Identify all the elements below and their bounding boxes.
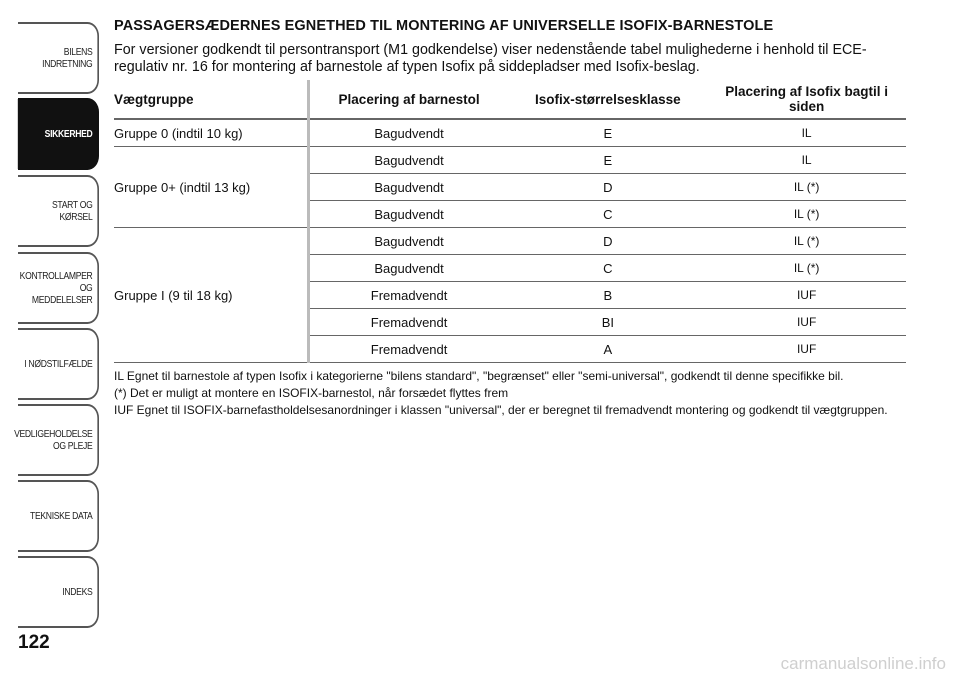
note-asterisk: (*) Det er muligt at montere en ISOFIX-barnestol, når forsædet flyttes frem (114, 386, 509, 400)
header-rear-side: Placering af Isofix bagtil i siden (707, 80, 906, 119)
sidebar-tab-label: KONTROLLAMPER OG MEDDELELSER (19, 270, 93, 306)
place-cell: Bagudvendt (308, 255, 508, 282)
table-body (114, 119, 906, 363)
weight-group-cell: Gruppe I (9 til 18 kg) (114, 228, 308, 363)
size-cell: E (508, 119, 707, 147)
place-cell: Bagudvendt (308, 119, 508, 147)
sidebar-tab[interactable] (18, 252, 99, 324)
size-cell: D (508, 174, 707, 201)
sidebar-tab-label: INDEKS (62, 586, 93, 598)
side-cell: IUF (707, 282, 906, 309)
side-cell: IL (*) (707, 228, 906, 255)
footnotes (114, 369, 910, 418)
place-cell: Bagudvendt (308, 201, 508, 228)
size-cell: B (508, 282, 707, 309)
place-cell: Bagudvendt (308, 147, 508, 174)
weight-group-cell: Gruppe 0+ (indtil 13 kg) (114, 147, 308, 228)
sidebar-tab-label: I NØDSTILFÆLDE (24, 358, 93, 370)
table-row (114, 119, 906, 147)
sidebar-tab[interactable] (18, 328, 99, 400)
size-cell: E (508, 147, 707, 174)
size-cell: BI (508, 309, 707, 336)
size-cell: C (508, 255, 707, 282)
sidebar-tab-label: VEDLIGEHOLDELSE OG PLEJE (14, 428, 93, 452)
table-header-row (114, 80, 906, 119)
side-cell: IL (*) (707, 201, 906, 228)
section-heading: PASSAGERSÆDERNES EGNETHED TIL MONTERING AF UNIVERSELLE ISOFIX-BARNESTOLE (114, 18, 774, 34)
side-cell: IL (707, 119, 906, 147)
side-cell: IL (*) (707, 174, 906, 201)
side-cell: IUF (707, 336, 906, 363)
sidebar-tab[interactable] (14, 404, 99, 476)
side-cell: IUF (707, 309, 906, 336)
header-weight-group: Vægtgruppe (114, 80, 308, 119)
sidebar-tab-label: BILENS INDRETNING (42, 46, 93, 70)
sidebar-tab[interactable] (18, 556, 99, 628)
table-row (114, 228, 906, 255)
note-il: IL Egnet til barnestole af typen Isofix i kategorierne "bilens standard", "begrænset" eller "semi-universal", godkendt til denne specifikke bil. (114, 369, 844, 383)
note-iuf: IUF Egnet til ISOFIX-barnefastholdelsesanordninger i klassen "universal", der er beregnet til fremadvendt montering og godkendt til vægtgruppen. (114, 403, 888, 417)
side-cell: IL (*) (707, 255, 906, 282)
watermark: carmanualsonline.info (780, 654, 946, 673)
size-cell: D (508, 228, 707, 255)
size-cell: C (508, 201, 707, 228)
sidebar-tab-label: START OG KØRSEL (52, 199, 93, 223)
sidebar-tab[interactable] (18, 98, 99, 170)
sidebar-tab[interactable] (18, 175, 99, 247)
header-seat-placement: Placering af barnestol (308, 80, 508, 119)
isofix-table (114, 80, 906, 363)
intro-paragraph: For versioner godkendt til persontransport (M1 godkendelse) viser nedenstående tabel mulighederne i henhold til ECE-regulativ nr. 16 for montering af barnestole af typen Isofix på siddepladser med Isofix-beslag. (114, 42, 867, 75)
sidebar-tab[interactable] (18, 22, 99, 94)
size-cell: A (508, 336, 707, 363)
place-cell: Fremadvendt (308, 309, 508, 336)
place-cell: Bagudvendt (308, 228, 508, 255)
header-size-class: Isofix-størrelsesklasse (508, 80, 707, 119)
page-number: 122 (18, 632, 50, 653)
main-content (114, 18, 910, 420)
table-row (114, 147, 906, 174)
place-cell: Fremadvendt (308, 336, 508, 363)
place-cell: Fremadvendt (308, 282, 508, 309)
place-cell: Bagudvendt (308, 174, 508, 201)
weight-group-cell: Gruppe 0 (indtil 10 kg) (114, 119, 308, 147)
sidebar-tab-label: TEKNISKE DATA (30, 510, 93, 522)
side-cell: IL (707, 147, 906, 174)
sidebar-tab[interactable] (18, 480, 99, 552)
sidebar-tab-label: SIKKERHED (44, 128, 93, 140)
